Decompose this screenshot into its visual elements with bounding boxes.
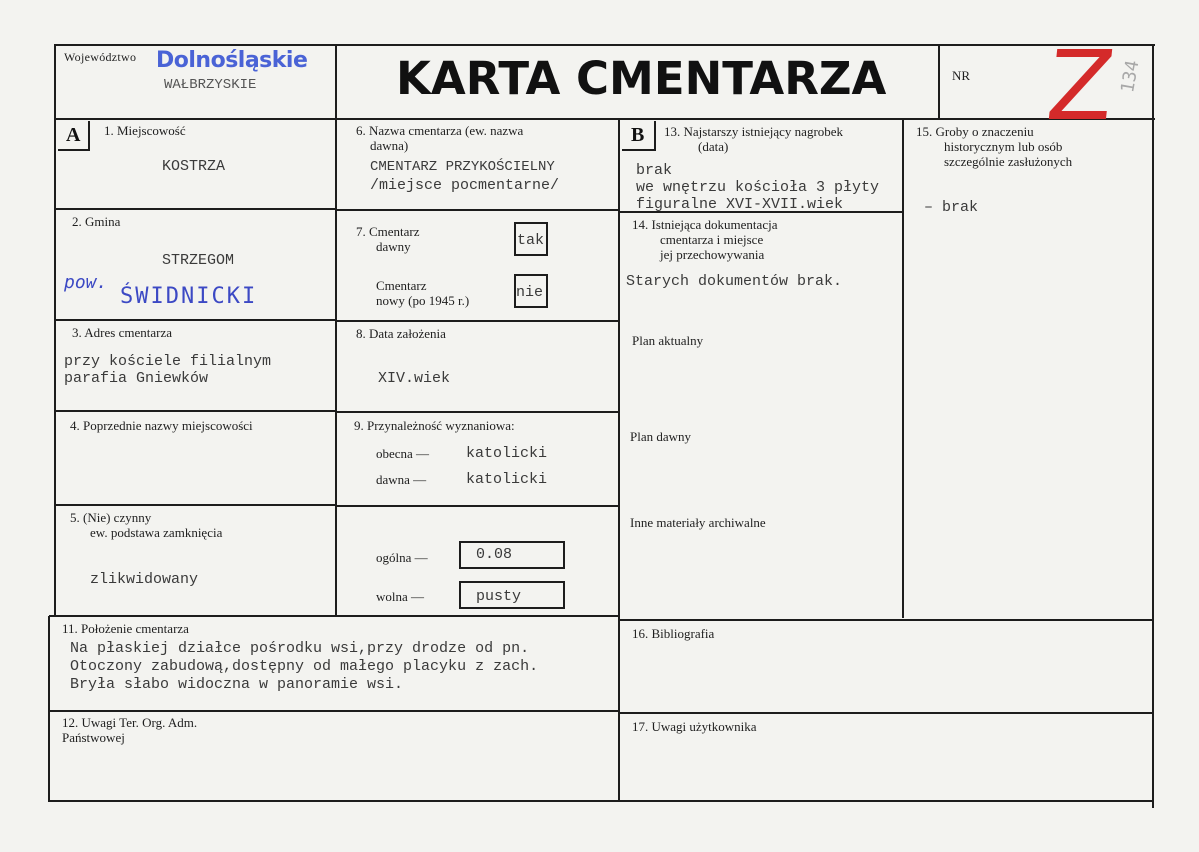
f12-label1: 12. Uwagi Ter. Org. Adm. [62, 715, 198, 730]
f11-line1: Na płaskiej działce pośrodku wsi,przy drodze od pn. [70, 640, 530, 657]
f13-label2: (data) [698, 139, 729, 154]
f3-line1: przy kościele filialnym [64, 353, 272, 370]
f4-label: 4. Poprzednie nazwy miejscowości [70, 418, 253, 433]
f11-line3: Bryła słabo widoczna w panoramie wsi. [70, 676, 404, 693]
header-bottom [55, 118, 1155, 120]
row-line-12-top [49, 710, 619, 712]
f14-label1: 14. Istniejąca dokumentacja [632, 217, 778, 232]
nr-small: 134 [1117, 58, 1144, 95]
page-title: KARTA CMENTARZA [396, 52, 887, 105]
f15-label1: 15. Groby o znaczeniu [916, 124, 1034, 139]
f9-label: 9. Przynależność wyznaniowa: [354, 418, 515, 433]
f14-plan-dawny: Plan dawny [630, 429, 692, 444]
f10-wolna-value: pusty [476, 588, 522, 605]
nr-letter: Z [1042, 30, 1120, 142]
wojewodztwo-stamp: Dolnośląskie [156, 48, 308, 73]
f15-label3: szczególnie zasłużonych [944, 154, 1073, 169]
row-line-17-top [620, 712, 1153, 714]
f2-value: STRZEGOM [162, 252, 235, 269]
f9-dawna-value: katolicki [466, 471, 548, 488]
f14-value: Starych dokumentów brak. [626, 273, 843, 290]
header-divider-2 [938, 44, 940, 120]
row-line-l1 [55, 208, 336, 210]
nr-label: NR [952, 68, 971, 83]
f7-label2: dawny [376, 239, 411, 254]
f1-value: KOSTRZA [162, 158, 226, 175]
f10-ogolna-value: 0.08 [476, 546, 513, 563]
f13-label1: 13. Najstarszy istniejący nagrobek [664, 124, 844, 139]
f2-label: 2. Gmina [72, 214, 121, 229]
row-line-m3 [337, 411, 619, 413]
row-line-l2 [55, 319, 336, 321]
f7-nowy-value: nie [516, 284, 544, 301]
f10-wolna-label: wolna — [376, 589, 425, 604]
f14-plan-aktualny: Plan aktualny [632, 333, 704, 348]
f14-inne: Inne materiały archiwalne [630, 515, 766, 530]
f8-label: 8. Data założenia [356, 326, 446, 341]
row-line-l4 [55, 504, 336, 506]
col-divider-3 [902, 120, 904, 618]
f7-dawny-value: tak [517, 232, 545, 249]
f9-dawna-label: dawna — [376, 472, 427, 487]
f15-value: – brak [924, 199, 979, 216]
f6-line1: CMENTARZ PRZYKOŚCIELNY [370, 159, 555, 175]
section-b-letter: B [631, 124, 645, 146]
row-line-m4 [337, 505, 619, 507]
f5-value: zlikwidowany [90, 571, 199, 588]
f5-label2: ew. podstawa zamknięcia [90, 525, 223, 540]
row-line-m1 [337, 209, 619, 211]
f12-label2: Państwowej [62, 730, 125, 745]
f15-label2: historycznym lub osób [944, 139, 1063, 154]
f16-label: 16. Bibliografia [632, 626, 715, 641]
f11-line2: Otoczony zabudową,dostępny od małego placyku z zach. [70, 658, 539, 675]
f6-label2: dawna) [370, 138, 409, 153]
wojewodztwo-typed: WAŁBRZYSKIE [164, 77, 257, 93]
f10-ogolna-label: ogólna — [376, 550, 428, 565]
f11-label: 11. Położenie cmentarza [62, 621, 189, 636]
frame-top [55, 44, 1155, 46]
f7-label1: 7. Cmentarz [356, 224, 420, 239]
row-line-16-top [620, 619, 1153, 621]
col-divider-1 [335, 120, 337, 616]
frame-right [1152, 44, 1154, 808]
f1-label: 1. Miejscowość [104, 123, 186, 138]
section-a-letter: A [66, 124, 81, 146]
f6-line2: /miejsce pocmentarne/ [370, 177, 560, 194]
f13-line2: we wnętrzu kościoła 3 płyty [636, 179, 880, 196]
f3-line2: parafia Gniewków [64, 370, 209, 387]
wojewodztwo-label: Województwo [64, 50, 137, 64]
f7-label3: Cmentarz [376, 278, 427, 293]
f14-label3: jej przechowywania [660, 247, 765, 262]
f2-hand-name: ŚWIDNICKI [120, 284, 258, 309]
f13-line1: brak [636, 162, 673, 179]
f3-label: 3. Adres cmentarza [72, 325, 172, 340]
frame-bottom [48, 800, 1154, 802]
frame-left [54, 44, 56, 616]
header-divider-1 [335, 44, 337, 120]
f8-value: XIV.wiek [378, 370, 451, 387]
f9-obecna-label: obecna — [376, 446, 430, 461]
f13-line3: figuralne XVI-XVII.wiek [636, 196, 844, 213]
f9-obecna-value: katolicki [466, 445, 548, 462]
f2-hand-pow: pow. [64, 272, 108, 293]
col-divider-2 [618, 120, 620, 802]
f14-label2: cmentarza i miejsce [660, 232, 764, 247]
row-line-m2 [337, 320, 619, 322]
frame-left-lower [48, 616, 50, 802]
f6-label1: 6. Nazwa cmentarza (ew. nazwa [356, 123, 524, 138]
f5-label1: 5. (Nie) czynny [70, 510, 152, 525]
row-line-l3 [55, 410, 336, 412]
f7-label4: nowy (po 1945 r.) [376, 293, 470, 308]
f17-label: 17. Uwagi użytkownika [632, 719, 757, 734]
row-line-11-top [49, 615, 619, 617]
